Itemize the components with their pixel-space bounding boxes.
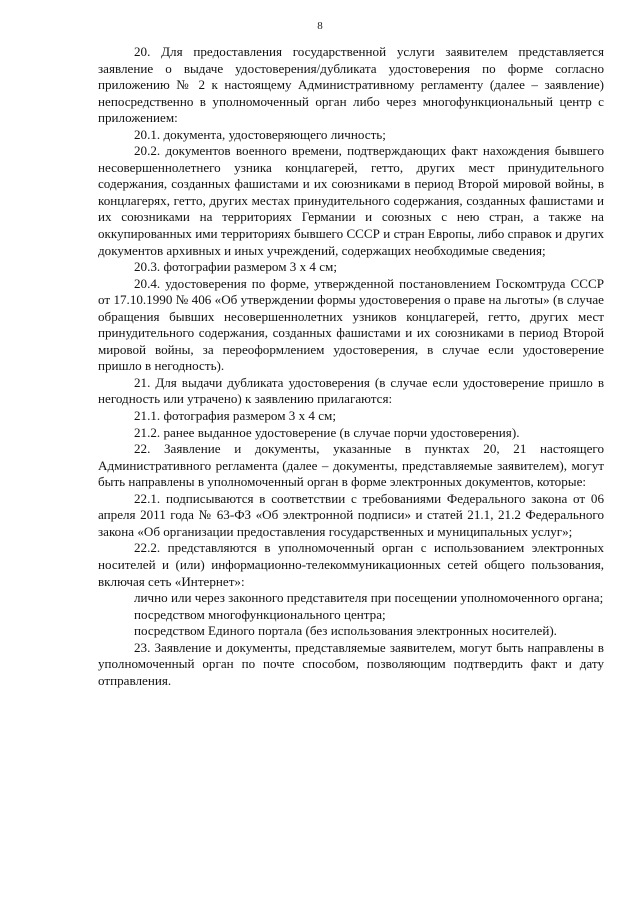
paragraph-22-1: 22.1. подписываются в соответствии с требованиями Федерального закона от 06 апреля 2011 года № 63-ФЗ «Об электронной подписи» и статей 21.1, 21.2 Федерального закона «Об организации предоставления государственных и муниципальных услуг»; xyxy=(98,490,604,539)
page-number: 8 xyxy=(317,20,323,32)
paragraph-21-2: 21.2. ранее выданное удостоверение (в случае порчи удостоверения). xyxy=(134,424,520,440)
document-body xyxy=(98,44,604,689)
paragraph-20-4: 20.4. удостоверения по форме, утвержденной постановлением Госкомтруда СССР от 17.10.1990 № 406 «Об утверждении формы удостоверения о праве на льготы» (в случае обращения бывших несовершеннолетних узников концлагерей, гетто, других мест принудительного содержания, созданных фашистами и их союзниками в период Второй мировой войны, за переоформлением удостоверения, в случае если удостоверение пришло в негодность). xyxy=(98,275,604,374)
submission-method-in-person: лично или через законного представителя при посещении уполномоченного органа; xyxy=(134,590,604,606)
paragraph-22: 22. Заявление и документы, указанные в пунктах 20, 21 настоящего Административного регламента (далее – документы, представляемые заявителем), могут быть направлены в уполномоченный орган в форме электронных документов, которые: xyxy=(98,441,604,490)
paragraph-23: 23. Заявление и документы, представляемые заявителем, могут быть направлены в уполномоченный орган по почте способом, позволяющим подтвердить факт и дату отправления. xyxy=(98,639,604,688)
paragraph-20-3: 20.3. фотографии размером 3 х 4 см; xyxy=(134,259,337,275)
paragraph-20: 20. Для предоставления государственной услуги заявителем представляется заявление о выдаче удостоверения/дубликата удостоверения по форме согласно приложению № 2 к настоящему Административному регламенту (далее – заявление) непосредственно в уполномоченный орган либо через многофункциональный центр с приложением: xyxy=(98,44,604,126)
paragraph-22-2: 22.2. представляются в уполномоченный орган с использованием электронных носителей и (или) информационно-телекоммуникационных сетей общего пользования, включая сеть «Интернет»: xyxy=(98,540,604,589)
submission-method-portal: посредством Единого портала (без использования электронных носителей). xyxy=(134,623,557,639)
submission-method-mfc: посредством многофункционального центра; xyxy=(134,606,386,622)
paragraph-21-1: 21.1. фотография размером 3 х 4 см; xyxy=(134,408,336,424)
paragraph-20-2: 20.2. документов военного времени, подтверждающих факт нахождения бывшего несовершеннолетнего узника концлагерей, гетто, других мест принудительного содержания, созданных фашистами и их союзниками в период Второй мировой войны, в концлагерях, гетто, других местах принудительного содержания, созданных фашистами и их союзниками на территориях Германии и союзных с нею стран, а также на оккупированных ими территориях бывшего СССР и стран Европы, либо справок и других документов архивных и иных учреждений, содержащих необходимые сведения; xyxy=(98,143,604,258)
paragraph-20-1: 20.1. документа, удостоверяющего личность; xyxy=(134,126,386,142)
paragraph-21: 21. Для выдачи дубликата удостоверения (в случае если удостоверение пришло в негодность или утрачено) к заявлению прилагаются: xyxy=(98,374,604,407)
